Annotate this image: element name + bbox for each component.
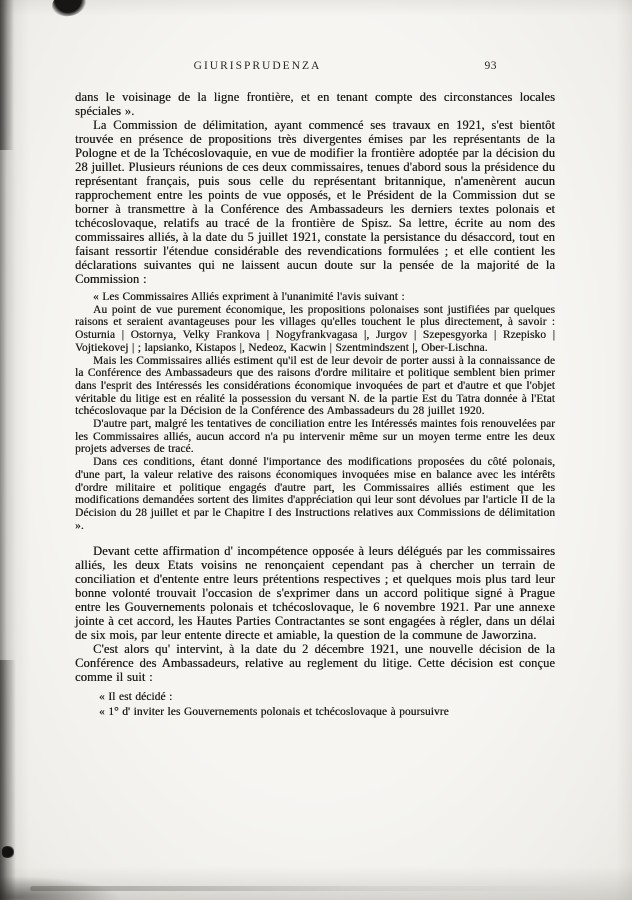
paragraph: dans le voisinage de la ligne frontière, et en tenant compte des circonstances locales spéciales ». [75, 90, 555, 118]
paragraph: « Les Commissaires Alliés expriment à l'unanimité l'avis suivant : [93, 291, 405, 303]
scan-ink-blob-top-left [50, 0, 88, 19]
paragraph: Au point de vue purement économique, les propositions polonaises sont justifiées par quelques raisons et seraient avantageuses pour les villages qu'elles touchent le plus directement, à savoir : Osturnia | Ostornya, Velky Frankova | Nogyfrankvagasa |, Jurgov | Szepesgyorka | Rzepisko | Vojtiekovej | ; lapsianko, Kistapos |, Nedeoz, Kacwin | Szentmindszent |, Ober-Lischna. [75, 303, 555, 354]
paragraph: C'est alors qu' intervint, à la date du 2 décembre 1921, une nouvelle décision de la Conférence des Ambassadeurs, relative au reglement du litige. Cette décision est conçue comme il suit : [75, 642, 555, 685]
paragraph: La Commission de délimitation, ayant commencé ses travaux en 1921, s'est bientôt trouvée en présence de propositions très divergentes émises par les représentants de la Pologne et de la Tchécoslovaquie, en vue de modifier la frontière adoptée par la décision du 28 juillet. Plusieurs réunions de ces deux commissaires, tenues d'abord sous la présidence du représentant français, puis sous celle du représentant britannique, n'amenèrent aucun rapprochement entre les points de vue opposés, et le Président de la Commission dut se borner à transmettre à la Conférence des Ambassadeurs les derniers textes polonais et tchécoslovaque, relatifs au tracé de la frontière de Spisz. Sa lettre, écrite au nom des commissaires alliés, à la date du 5 juillet 1921, constate la persistance du désaccord, tout en faisant ressortir l'étendue considérable des revendications formulées ; et elle contient les déclarations suivantes qui ne laissent aucun doute sur la pensée de la majorité de la Commission : [75, 118, 555, 286]
page-number: 93 [484, 60, 497, 72]
scan-edge-shadow-bottom-left [0, 660, 16, 900]
paragraph: « 1° d' inviter les Gouvernements polonais et tchécoslovaque à poursuivre [99, 706, 449, 719]
paragraph: D'autre part, malgré les tentatives de conciliation entre les Intéressés maintes fois renouvelées par les Commissaires alliés, aucun accord n'a pu intervenir même sur un moyen terme entre les deux projets adverses de tracé. [75, 418, 555, 456]
paragraph: « Il est décidé : [99, 691, 173, 704]
page-body [75, 90, 555, 719]
scan-smudge-bottom-left [0, 876, 120, 900]
scan-mark-left-margin [2, 846, 14, 858]
paragraph: Mais les Commissaires alliés estiment qu'il est de leur devoir de porter aussi à la connaissance de la Conférence des Ambassadeurs que des raisons d'ordre militaire et politique semblent bien primer dans l'esprit des Intéressés les considérations économique invoquées de part et d'autre et que l'objet véritable du litige est en réalité la possession du versant N. de la partie Est du Tatra donnée à l'Etat tchécoslovaque par la Décision de la Conférence des Ambassadeurs du 28 juillet 1920. [75, 354, 555, 418]
page-header [75, 60, 555, 76]
scan-streak-bottom-edge [30, 886, 590, 891]
paragraph: Dans ces conditions, étant donné l'importance des modifications proposées du côté polonais, d'une part, la valeur relative des raisons économiques invoquées mise en balance avec les intérêts d'ordre militaire et politique engagés d'autre part, les Commissaires alliés estiment que les modifications demandées sortent des limites d'appréciation qui leur sont dévolues par l'article II de la Décision du 28 juillet et par le Chapitre I des Instructions relatives aux Commissions de délimitation ». [75, 456, 555, 532]
scan-edge-shadow-top-left [0, 0, 14, 150]
running-title: GIURISPRUDENZA [193, 60, 322, 72]
paragraph: Devant cette affirmation d' incompétence opposée à leurs délégués par les commissaires alliés, les deux Etats voisins ne renonçaient cependant pas à chercher un terrain de conciliation et d'entente entre leurs prétentions respectives ; et quelques mois plus tard leur bonne volonté trouvait l'occasion de s'exprimer dans un accord politique signé à Prague entre les Gouvernements polonais et tchécoslovaque, le 6 novembre 1921. Par une annexe jointe à cet accord, les Hautes Parties Contractantes se sont engagées à régler, dans un délai de six mois, par leur entente directe et amiable, la question de la commune de Jaworzina. [75, 544, 555, 643]
